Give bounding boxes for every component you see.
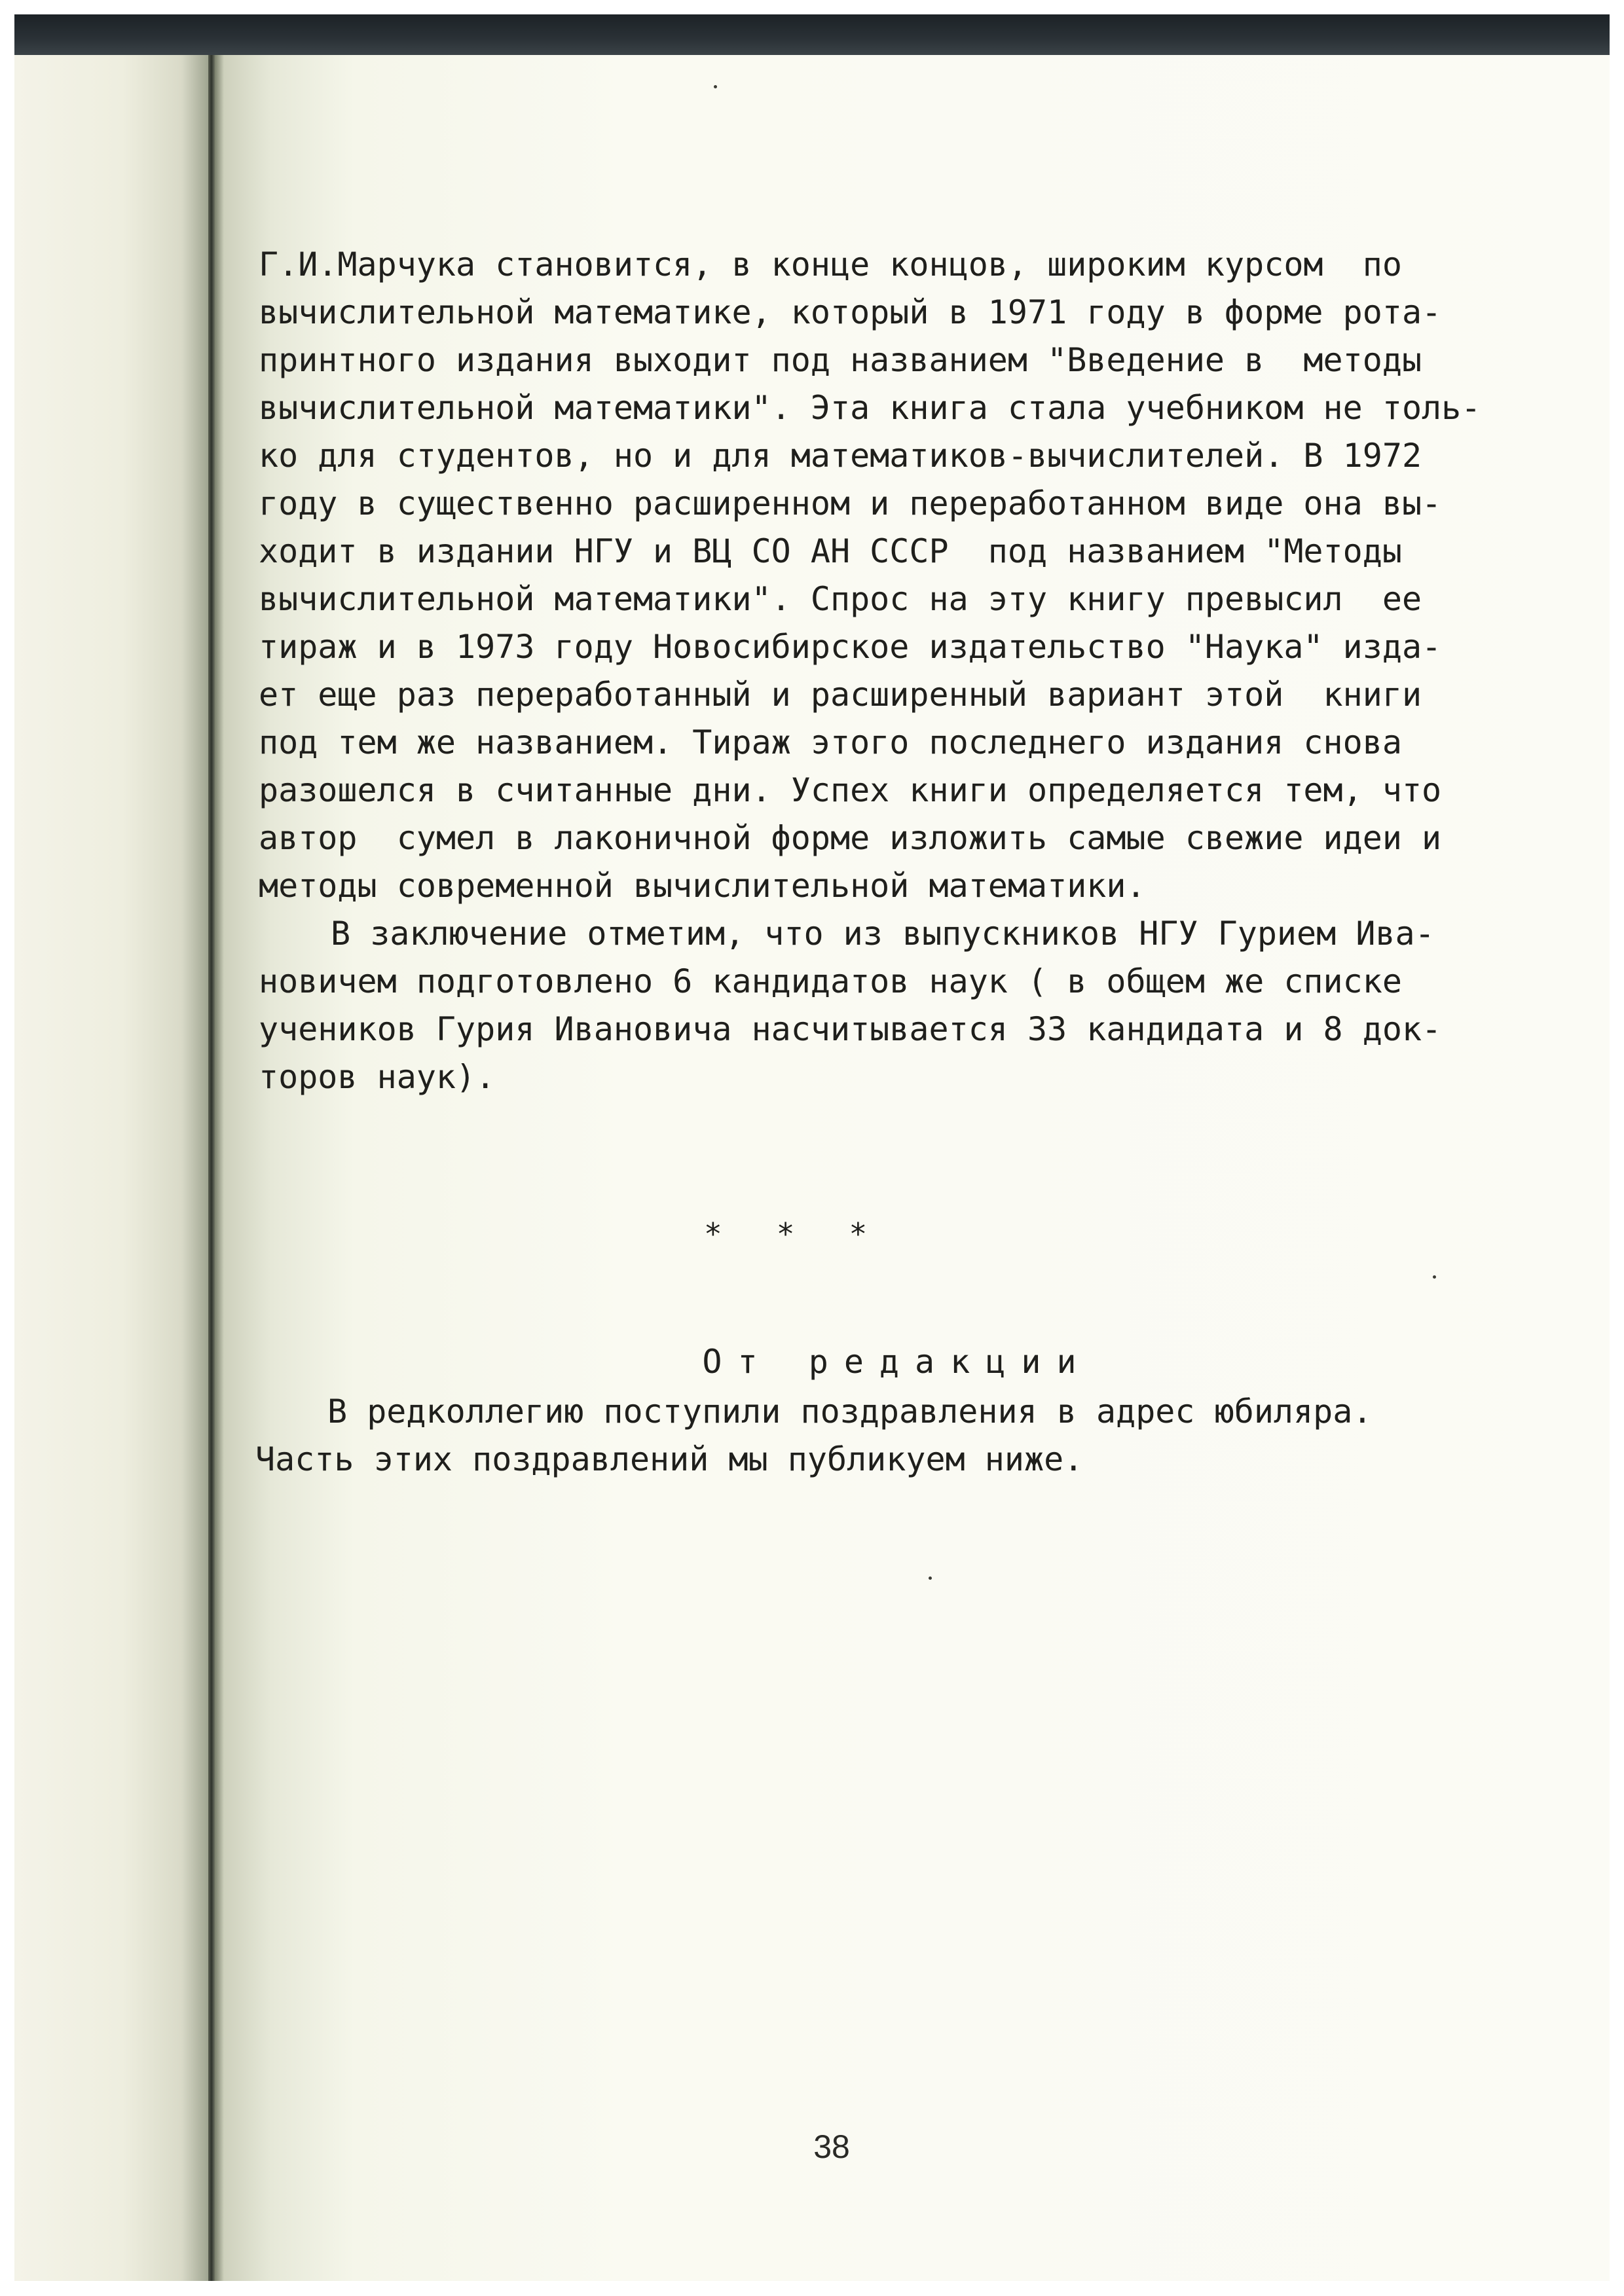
text-line: тираж и в 1973 году Новосибирское издательство "Наука" изда- [259, 628, 1442, 666]
text-line: Г.И.Марчука становится, в конце концов, широким курсом по [259, 246, 1402, 283]
text-line: году в существенно расширенном и переработанном виде она вы- [259, 484, 1442, 522]
page-shadow [215, 55, 224, 2281]
body-text [259, 241, 1490, 1101]
paragraph-start-line: В редколлегию поступили поздравления в адрес юбиляра. [327, 1393, 1373, 1430]
scan-speck [929, 1576, 932, 1580]
text-line: Часть этих поздравлений мы публикуем ниже. [255, 1440, 1084, 1478]
scan-speck [714, 85, 717, 88]
text-line: торов наук). [259, 1058, 496, 1096]
text-line: ходит в издании НГУ и ВЦ СО АН СССР под названием "Методы [259, 532, 1402, 570]
text-line: методы современной вычислительной математики. [259, 867, 1146, 905]
paragraph-start-line: В заключение отметим, что из выпускников НГУ Гурием Ива- [331, 915, 1435, 953]
text-line: ет еще раз переработанный и расширенный вариант этой книги [259, 676, 1422, 714]
text-line: разошелся в считанные дни. Успех книги определяется тем, что [259, 771, 1442, 809]
editorial-section [255, 1336, 1500, 1484]
text-line: принтного издания выходит под названием "Введение в методы [259, 341, 1422, 379]
text-line: автор сумел в лаконичной форме изложить самые свежие идеи и [259, 819, 1442, 857]
facing-page-strip [14, 55, 211, 2281]
text-line: учеников Гурия Ивановича насчитывается 33 кандидата и 8 док- [259, 1010, 1442, 1048]
section-separator: * * * [704, 1216, 868, 1252]
book-gutter [208, 55, 215, 2281]
text-line: под тем же названием. Тираж этого последнего издания снова [259, 723, 1402, 761]
page-number: 38 [813, 2128, 850, 2165]
text-line: вычислительной математики". Эта книга стала учебником не толь- [259, 389, 1481, 427]
section-title: От редакции [702, 1343, 1092, 1381]
scanner-bed-edge [14, 14, 1610, 55]
text-line: новичем подготовлено 6 кандидатов наук ( в общем же списке [259, 962, 1402, 1000]
text-line: вычислительной математики". Спрос на эту книгу превысил ее [259, 580, 1422, 618]
scan-speck [1433, 1275, 1436, 1279]
text-line: вычислительной математике, который в 1971 году в форме рота- [259, 293, 1442, 331]
text-line: ко для студентов, но и для математиков-вычислителей. В 1972 [259, 437, 1422, 475]
